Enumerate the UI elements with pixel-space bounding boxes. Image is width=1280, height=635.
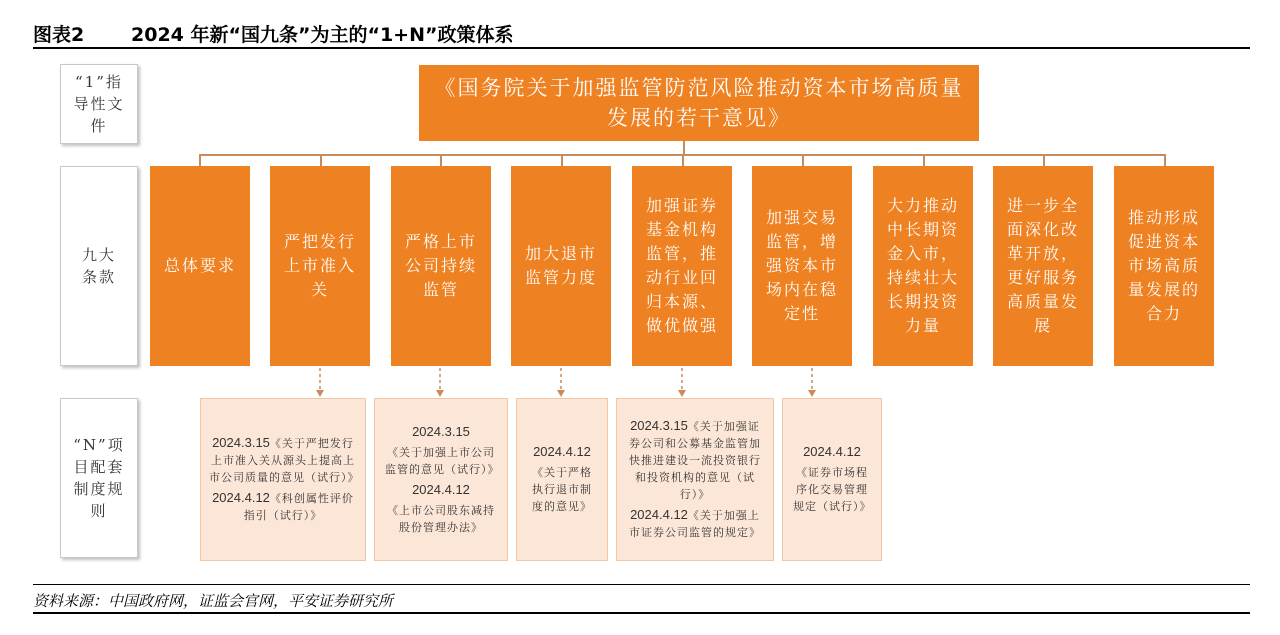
rule-title: 《关于加强上市证券公司监管的规定》 [629, 509, 761, 539]
clause-box [150, 166, 250, 366]
arrow-head [678, 390, 686, 397]
rule-date: 2024.3.15 [412, 423, 470, 439]
connector-drop [682, 154, 684, 166]
figure-number: 图表2 [33, 24, 85, 46]
connector-drop [802, 154, 804, 166]
clause-text: 严格上市公司持续监管 [404, 232, 477, 299]
rule-title: 《关于加强证券公司和公募基金监管加快推进建设一流投资银行和投资机构的意见（试行）》 [629, 420, 761, 501]
row-label-nine-clauses [60, 166, 138, 366]
connector-drop [923, 154, 925, 166]
rule-box [782, 398, 882, 561]
rule-date: 2024.3.15 [630, 418, 688, 433]
rule-date: 2024.4.12 [533, 444, 591, 459]
rule-date: 2024.3.15 [212, 435, 270, 450]
figure-header [33, 20, 514, 47]
bottom-rule [33, 612, 1250, 614]
clause-text: 推动形成促进资本市场高质量发展的合力 [1127, 208, 1200, 323]
rule-box [516, 398, 608, 561]
clause-box [391, 166, 491, 366]
clause-box [993, 166, 1093, 366]
clause-text: 进一步全面深化改革开放，更好服务高质量发展 [1006, 196, 1079, 335]
clause-box [511, 166, 611, 366]
top-rule [33, 47, 1250, 49]
row-label-guiding-text: “1”指导性文件 [73, 73, 125, 135]
arrow-head [316, 390, 324, 397]
clause-text: 加强交易监管，增强资本市场内在稳定性 [765, 208, 838, 323]
rule-box [616, 398, 774, 561]
rule-title: 《证券市场程序化交易管理规定（试行）》 [793, 466, 872, 513]
connector-drop [1164, 154, 1166, 166]
arrow-head [557, 390, 565, 397]
rule-date: 2024.4.12 [212, 490, 270, 505]
clause-box [873, 166, 973, 366]
row-label-nine-text: 九大条款 [81, 246, 116, 286]
clause-text: 总体要求 [163, 256, 236, 275]
arrow-head [808, 390, 816, 397]
connector-drop [440, 154, 442, 166]
connector-drop [320, 154, 322, 166]
connector-drop [561, 154, 563, 166]
rule-title: 《关于加强上市公司监管的意见（试行）》 [385, 445, 500, 476]
source-note: 资料来源：中国政府网，证监会官网，平安证券研究所 [33, 592, 394, 610]
guiding-document-title: 《国务院关于加强监管防范风险推动资本市场高质量发展的若干意见》 [434, 76, 964, 130]
rule-date: 2024.4.12 [412, 481, 470, 497]
row-label-guiding [60, 64, 138, 144]
row-label-rules-text: “N”项目配套制度规则 [73, 436, 125, 520]
clause-text: 加强证券基金机构监管，推动行业回归本源、做优做强 [645, 196, 718, 335]
clause-box [632, 166, 732, 366]
clause-box [1114, 166, 1214, 366]
clause-box [270, 166, 370, 366]
rule-date: 2024.4.12 [803, 444, 861, 459]
clause-text: 加大退市监管力度 [524, 244, 597, 287]
rule-title: 《科创属性评价指引（试行）》 [243, 492, 354, 522]
source-top-rule [33, 584, 1250, 585]
clause-text: 严把发行上市准入关 [283, 232, 356, 299]
connector-drop [1043, 154, 1045, 166]
rule-box [200, 398, 366, 561]
arrow-head [436, 390, 444, 397]
rule-title: 《关于严格执行退市制度的意见》 [532, 466, 592, 513]
figure-title: 2024 年新“国九条”为主的“1+N”政策体系 [131, 24, 514, 46]
rule-box [374, 398, 508, 561]
connector-trunk [683, 141, 685, 155]
rule-title: 《上市公司股东减持股份管理办法》 [387, 503, 495, 534]
connector-drop [199, 154, 201, 166]
guiding-document-box [419, 65, 979, 141]
row-label-rules [60, 398, 138, 558]
clause-box [752, 166, 852, 366]
rule-date: 2024.4.12 [630, 507, 688, 522]
clause-text: 大力推动中长期资金入市，持续壮大长期投资力量 [886, 196, 959, 335]
rule-title: 《关于严把发行上市准入关从源头上提高上市公司质量的意见（试行）》 [209, 437, 360, 484]
